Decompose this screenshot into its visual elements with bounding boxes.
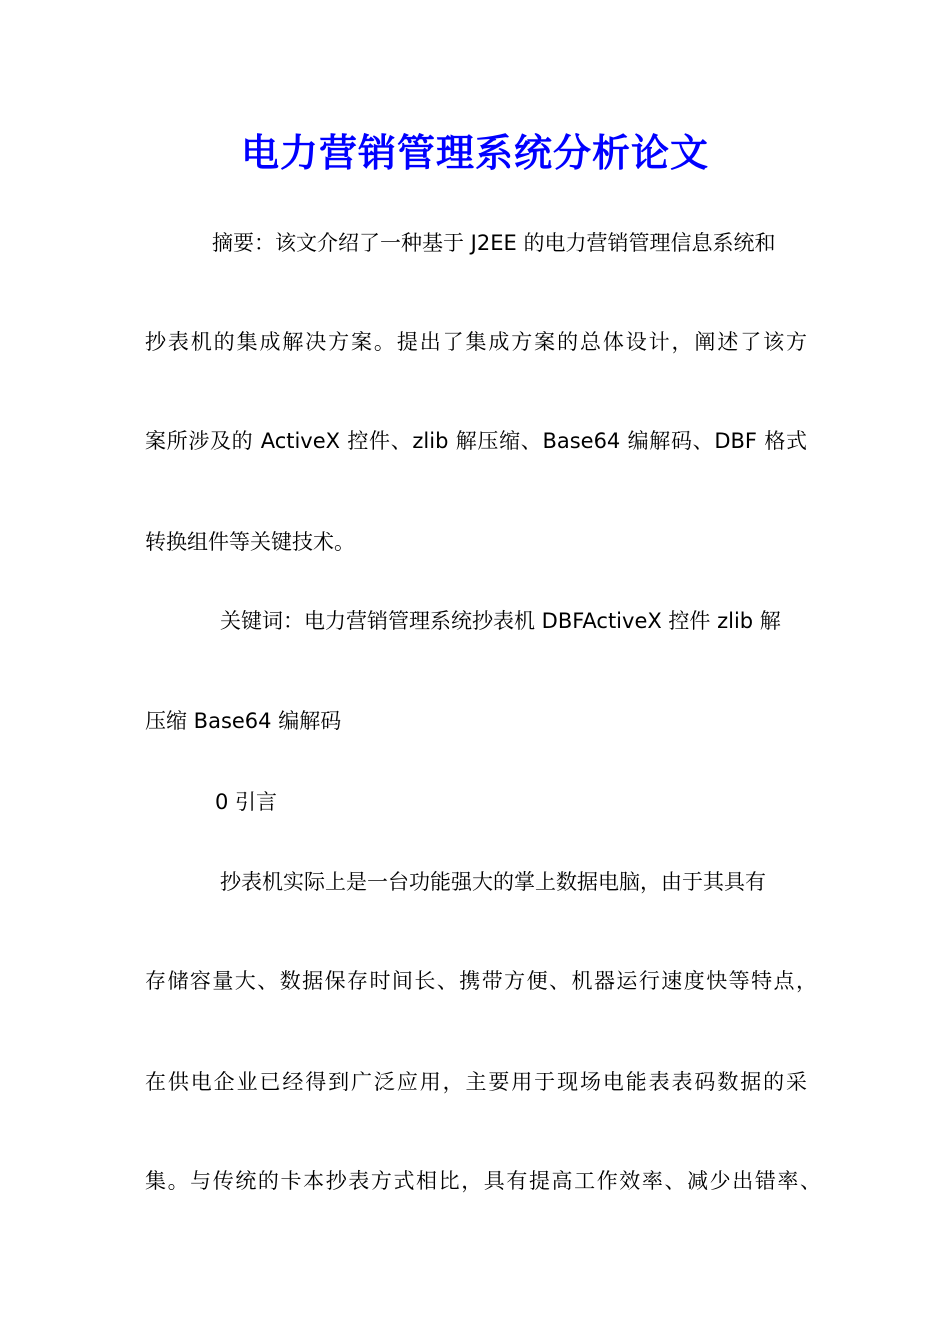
section-heading-introduction: 0 引言 [215,790,278,814]
abstract-line-4: 转换组件等关键技术。 [145,530,355,554]
abstract-line-2: 抄表机的集成解决方案。提出了集成方案的总体设计，阐述了该方 [145,330,807,354]
keywords-line-2: 压缩 Base64 编解码 [145,709,342,733]
body-line-2: 存储容量大、数据保存时间长、携带方便、机器运行速度快等特点， [145,969,817,993]
abstract-line-1: 摘要：该文介绍了一种基于 J2EE 的电力营销管理信息系统和 [212,231,776,255]
body-line-1: 抄表机实际上是一台功能强大的掌上数据电脑，由于其具有 [220,870,766,894]
abstract-line-3: 案所涉及的 ActiveX 控件、zlib 解压缩、Base64 编解码、DBF 格式 [145,429,807,453]
document-title: 电力营销管理系统分析论文 [240,130,709,175]
keywords-line-1: 关键词：电力营销管理系统抄表机 DBFActiveX 控件 zlib 解 [220,609,781,633]
body-line-4: 集。与传统的卡本抄表方式相比，具有提高工作效率、减少出错率、 [145,1169,821,1193]
body-line-3: 在供电企业已经得到广泛应用，主要用于现场电能表表码数据的采 [145,1070,807,1094]
